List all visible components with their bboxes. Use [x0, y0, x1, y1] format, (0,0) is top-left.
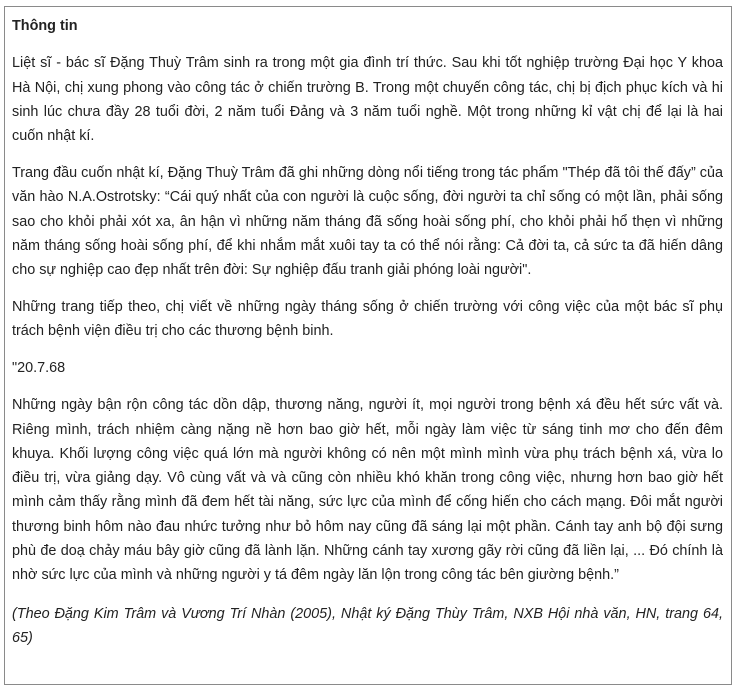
context-paragraph: Những trang tiếp theo, chị viết về những ngày tháng sống ở chiến trường với công việc của một bác sĩ phụ trách bệnh viện điều trị cho các thương bệnh binh. [12, 299, 723, 340]
info-box [4, 6, 732, 685]
diary-date: "20.7.68 [12, 360, 66, 377]
diary-entry: Những ngày bận rộn công tác dồn dập, thương năng, người ít, mọi người trong bệnh xá đều hết sức vất và. Riêng mình, trách nhiệm càng nặng nề hơn bao giờ hết, mỗi ngày làm việc từ sáng tinh mơ cho đến đêm khuya. Khối lượng công việc quá lớn mà người không có nên một mình mình vừa phụ trách bệnh xá, vừa lo điều trị, vừa giảng dạy. Vô cùng vất và và cũng còn nhiều khó khăn trong công việc, nhưng hơn bao giờ hết mình cảm thấy rằng mình đã đem hết tài năng, sức lực của mình để cống hiến cho cách mạng. Đôi mắt người thương binh hôm nào đau nhức tưởng như bỏ hôm nay cũng đã sáng lại một phần. Cánh tay anh bộ đội sưng phù đe doạ chảy máu bây giờ cũng đã lành lặn. Những cánh tay xương gãy rời cũng đã liền lại, ... Đó chính là nhờ sức lực của mình và những người y tá đêm ngày lăn lộn trong công tác bên giường bệnh.” [12, 397, 723, 584]
quote-paragraph: Trang đầu cuốn nhật kí, Đặng Thuỳ Trâm đã ghi những dòng nổi tiếng trong tác phẩm "Thép đã tôi thế đấy” của văn hào N.A.Ostrotsky: “Cái quý nhất của con người là cuộc sống, đời người ta chỉ sống có một lần, phải sống sao cho khỏi phải xót xa, ân hận vì những năm tháng đã sống hoài sống phí, cho khỏi phải hổ thẹn vì những năm tháng sống hoài sống phí, để khi nhắm mắt xuôi tay ta có thể nói rằng: Cả đời ta, cả sức ta đã hiến dâng cho sự nghiệp cao đẹp nhất trên đời: Sự nghiệp đấu tranh giải phóng loài người". [12, 165, 723, 279]
intro-paragraph: Liệt sĩ - bác sĩ Đặng Thuỳ Trâm sinh ra trong một gia đình trí thức. Sau khi tốt nghiệp trường Đại học Y khoa Hà Nội, chị xung phong vào công tác ở chiến trường B. Trong một chuyến công tác, chị bị địch phục kích và hi sinh lúc chưa đầy 28 tuổi đời, 2 năm tuổi Đảng và 3 năm tuổi nghề. Một trong những kỉ vật chị để lại là hai cuốn nhật kí. [12, 55, 723, 145]
box-title: Thông tin [12, 18, 78, 34]
source-citation: (Theo Đặng Kim Trâm và Vương Trí Nhàn (2005), Nhật ký Đặng Thùy Trâm, NXB Hội nhà văn, HN, trang 64, 65) [12, 605, 723, 646]
